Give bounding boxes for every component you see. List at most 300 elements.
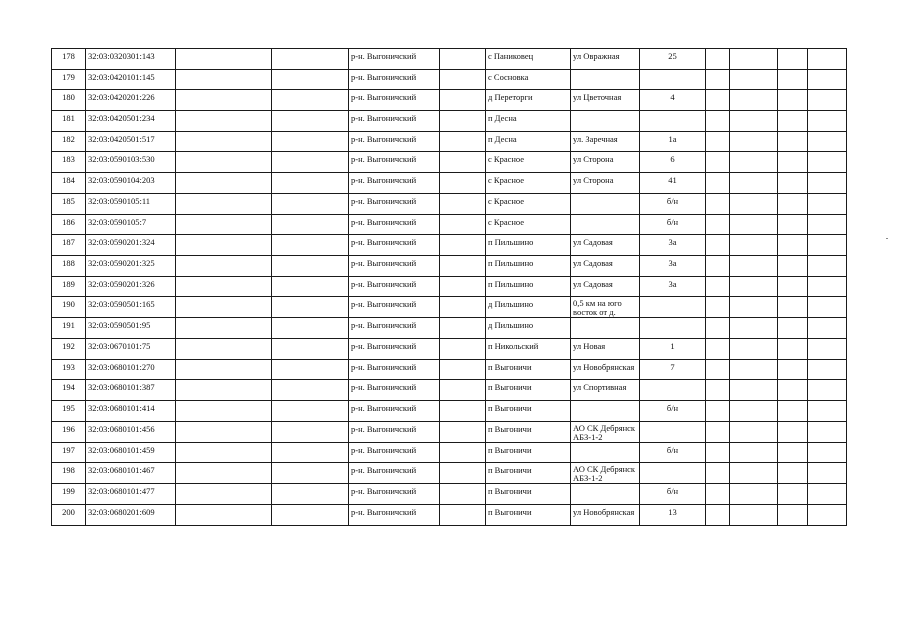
empty-cell <box>706 255 730 276</box>
settlement-cell: п Десна <box>486 111 571 132</box>
row-number: 181 <box>52 111 86 132</box>
table-row <box>52 235 847 256</box>
empty-cell <box>272 235 349 256</box>
cadastral-number: 32:03:0680101:414 <box>86 401 176 422</box>
empty-cell <box>176 69 272 90</box>
table-row <box>52 131 847 152</box>
empty-cell <box>778 152 808 173</box>
settlement-cell: с Сосновка <box>486 69 571 90</box>
settlement-cell: с Красное <box>486 214 571 235</box>
table-row <box>52 276 847 297</box>
district-cell: р-н. Выгоничский <box>349 49 440 70</box>
empty-cell <box>808 235 847 256</box>
row-number: 178 <box>52 49 86 70</box>
empty-cell <box>176 505 272 526</box>
empty-cell <box>730 193 778 214</box>
settlement-cell: с Красное <box>486 173 571 194</box>
settlement-cell: п Выгоничи <box>486 505 571 526</box>
empty-cell <box>176 297 272 318</box>
empty-cell <box>440 152 486 173</box>
empty-cell <box>730 359 778 380</box>
empty-cell <box>706 90 730 111</box>
house-cell: б/н <box>640 214 706 235</box>
house-cell <box>640 463 706 484</box>
empty-cell <box>778 484 808 505</box>
empty-cell <box>272 318 349 339</box>
row-number: 183 <box>52 152 86 173</box>
row-number: 184 <box>52 173 86 194</box>
street-cell <box>571 442 640 463</box>
district-cell: р-н. Выгоничский <box>349 380 440 401</box>
empty-cell <box>778 442 808 463</box>
cadastral-number: 32:03:0680201:609 <box>86 505 176 526</box>
empty-cell <box>730 131 778 152</box>
house-cell: 3а <box>640 235 706 256</box>
empty-cell <box>778 401 808 422</box>
empty-cell <box>730 276 778 297</box>
settlement-cell: п Выгоничи <box>486 484 571 505</box>
empty-cell <box>176 214 272 235</box>
empty-cell <box>730 442 778 463</box>
empty-cell <box>730 338 778 359</box>
empty-cell <box>730 505 778 526</box>
street-cell: ул Садовая <box>571 276 640 297</box>
house-cell: 6 <box>640 152 706 173</box>
house-cell: б/н <box>640 401 706 422</box>
empty-cell <box>176 131 272 152</box>
empty-cell <box>730 69 778 90</box>
street-cell: 0,5 км на юго восток от д. <box>571 297 640 318</box>
empty-cell <box>706 442 730 463</box>
cadastral-number: 32:03:0420501:517 <box>86 131 176 152</box>
empty-cell <box>440 69 486 90</box>
empty-cell <box>440 359 486 380</box>
empty-cell <box>272 152 349 173</box>
street-cell <box>571 318 640 339</box>
settlement-cell: п Выгоничи <box>486 401 571 422</box>
empty-cell <box>706 359 730 380</box>
district-cell: р-н. Выгоничский <box>349 401 440 422</box>
cadastral-table <box>51 48 847 526</box>
empty-cell <box>778 505 808 526</box>
street-cell <box>571 193 640 214</box>
settlement-cell: п Пильшино <box>486 235 571 256</box>
settlement-cell: с Паниковец <box>486 49 571 70</box>
house-cell <box>640 380 706 401</box>
street-cell: ул Новобрянская <box>571 505 640 526</box>
table-row <box>52 152 847 173</box>
empty-cell <box>778 318 808 339</box>
row-number: 198 <box>52 463 86 484</box>
cadastral-number: 32:03:0590501:165 <box>86 297 176 318</box>
empty-cell <box>176 111 272 132</box>
street-cell <box>571 214 640 235</box>
street-cell: ул Садовая <box>571 235 640 256</box>
cadastral-number: 32:03:0680101:456 <box>86 421 176 442</box>
empty-cell <box>440 214 486 235</box>
empty-cell <box>778 49 808 70</box>
empty-cell <box>706 318 730 339</box>
empty-cell <box>440 49 486 70</box>
empty-cell <box>808 359 847 380</box>
empty-cell <box>808 173 847 194</box>
empty-cell <box>778 463 808 484</box>
house-cell: 3а <box>640 276 706 297</box>
empty-cell <box>706 235 730 256</box>
empty-cell <box>706 401 730 422</box>
cadastral-number: 32:03:0320301:143 <box>86 49 176 70</box>
cadastral-number: 32:03:0590104:203 <box>86 173 176 194</box>
settlement-cell: п Выгоничи <box>486 442 571 463</box>
empty-cell <box>778 235 808 256</box>
table-row <box>52 401 847 422</box>
empty-cell <box>808 318 847 339</box>
empty-cell <box>808 255 847 276</box>
empty-cell <box>778 380 808 401</box>
house-cell: 25 <box>640 49 706 70</box>
table-row <box>52 421 847 442</box>
street-cell: ул Новая <box>571 338 640 359</box>
empty-cell <box>730 90 778 111</box>
empty-cell <box>808 69 847 90</box>
empty-cell <box>808 484 847 505</box>
table-row <box>52 484 847 505</box>
house-cell <box>640 421 706 442</box>
empty-cell <box>730 401 778 422</box>
empty-cell <box>440 131 486 152</box>
district-cell: р-н. Выгоничский <box>349 69 440 90</box>
empty-cell <box>272 484 349 505</box>
house-cell: б/н <box>640 442 706 463</box>
empty-cell <box>730 235 778 256</box>
cadastral-number: 32:03:0680101:459 <box>86 442 176 463</box>
empty-cell <box>778 255 808 276</box>
empty-cell <box>176 235 272 256</box>
settlement-cell: п Выгоничи <box>486 380 571 401</box>
house-cell: 1а <box>640 131 706 152</box>
empty-cell <box>440 421 486 442</box>
empty-cell <box>440 276 486 297</box>
empty-cell <box>176 359 272 380</box>
empty-cell <box>778 276 808 297</box>
empty-cell <box>706 484 730 505</box>
empty-cell <box>272 193 349 214</box>
empty-cell <box>706 173 730 194</box>
district-cell: р-н. Выгоничский <box>349 173 440 194</box>
empty-cell <box>440 505 486 526</box>
empty-cell <box>706 380 730 401</box>
row-number: 197 <box>52 442 86 463</box>
house-cell <box>640 111 706 132</box>
empty-cell <box>706 49 730 70</box>
empty-cell <box>808 505 847 526</box>
street-cell: ул Овражная <box>571 49 640 70</box>
empty-cell <box>778 338 808 359</box>
district-cell: р-н. Выгоничский <box>349 484 440 505</box>
house-cell <box>640 318 706 339</box>
table-row <box>52 297 847 318</box>
empty-cell <box>730 318 778 339</box>
empty-cell <box>440 484 486 505</box>
empty-cell <box>706 111 730 132</box>
street-cell: АО СК Дебрянск АБЗ-1-2 <box>571 421 640 442</box>
empty-cell <box>272 173 349 194</box>
settlement-cell: п Пильшино <box>486 255 571 276</box>
empty-cell <box>706 214 730 235</box>
empty-cell <box>440 111 486 132</box>
empty-cell <box>706 421 730 442</box>
empty-cell <box>440 463 486 484</box>
empty-cell <box>272 442 349 463</box>
street-cell: ул Сторона <box>571 152 640 173</box>
empty-cell <box>778 193 808 214</box>
empty-cell <box>706 297 730 318</box>
empty-cell <box>778 421 808 442</box>
empty-cell <box>778 173 808 194</box>
empty-cell <box>272 401 349 422</box>
row-number: 200 <box>52 505 86 526</box>
empty-cell <box>778 359 808 380</box>
house-cell: 13 <box>640 505 706 526</box>
empty-cell <box>176 90 272 111</box>
settlement-cell: д Пильшино <box>486 318 571 339</box>
settlement-cell: п Десна <box>486 131 571 152</box>
empty-cell <box>706 463 730 484</box>
empty-cell <box>272 338 349 359</box>
empty-cell <box>272 49 349 70</box>
empty-cell <box>808 214 847 235</box>
empty-cell <box>808 90 847 111</box>
table-row <box>52 69 847 90</box>
district-cell: р-н. Выгоничский <box>349 421 440 442</box>
district-cell: р-н. Выгоничский <box>349 235 440 256</box>
empty-cell <box>808 421 847 442</box>
district-cell: р-н. Выгоничский <box>349 255 440 276</box>
house-cell: б/н <box>640 484 706 505</box>
empty-cell <box>176 338 272 359</box>
empty-cell <box>808 463 847 484</box>
empty-cell <box>176 276 272 297</box>
cadastral-number: 32:03:0590201:326 <box>86 276 176 297</box>
cadastral-number: 32:03:0680101:477 <box>86 484 176 505</box>
house-cell: 41 <box>640 173 706 194</box>
house-cell: 7 <box>640 359 706 380</box>
empty-cell <box>176 380 272 401</box>
row-number: 193 <box>52 359 86 380</box>
settlement-cell: с Красное <box>486 152 571 173</box>
cadastral-number: 32:03:0420201:226 <box>86 90 176 111</box>
district-cell: р-н. Выгоничский <box>349 131 440 152</box>
house-cell: 3а <box>640 255 706 276</box>
empty-cell <box>272 463 349 484</box>
district-cell: р-н. Выгоничский <box>349 276 440 297</box>
empty-cell <box>176 193 272 214</box>
empty-cell <box>176 421 272 442</box>
empty-cell <box>440 401 486 422</box>
cadastral-number: 32:03:0670101:75 <box>86 338 176 359</box>
cadastral-number: 32:03:0680101:467 <box>86 463 176 484</box>
empty-cell <box>778 111 808 132</box>
empty-cell <box>272 131 349 152</box>
empty-cell <box>778 90 808 111</box>
district-cell: р-н. Выгоничский <box>349 359 440 380</box>
table-row <box>52 338 847 359</box>
empty-cell <box>730 111 778 132</box>
street-cell: ул Садовая <box>571 255 640 276</box>
table-row <box>52 49 847 70</box>
district-cell: р-н. Выгоничский <box>349 463 440 484</box>
row-number: 180 <box>52 90 86 111</box>
empty-cell <box>440 338 486 359</box>
district-cell: р-н. Выгоничский <box>349 442 440 463</box>
street-cell <box>571 401 640 422</box>
table-row <box>52 380 847 401</box>
empty-cell <box>176 152 272 173</box>
empty-cell <box>730 484 778 505</box>
empty-cell <box>440 193 486 214</box>
house-cell <box>640 69 706 90</box>
cadastral-number: 32:03:0590105:7 <box>86 214 176 235</box>
cadastral-number: 32:03:0590103:530 <box>86 152 176 173</box>
row-number: 196 <box>52 421 86 442</box>
settlement-cell: п Никольский <box>486 338 571 359</box>
table-row <box>52 193 847 214</box>
empty-cell <box>730 49 778 70</box>
row-number: 192 <box>52 338 86 359</box>
district-cell: р-н. Выгоничский <box>349 505 440 526</box>
empty-cell <box>272 380 349 401</box>
empty-cell <box>730 173 778 194</box>
empty-cell <box>176 463 272 484</box>
table-row <box>52 359 847 380</box>
empty-cell <box>272 255 349 276</box>
cadastral-number: 32:03:0420101:145 <box>86 69 176 90</box>
street-cell: ул Новобрянская <box>571 359 640 380</box>
empty-cell <box>778 131 808 152</box>
empty-cell <box>272 90 349 111</box>
empty-cell <box>808 401 847 422</box>
row-number: 179 <box>52 69 86 90</box>
empty-cell <box>730 255 778 276</box>
empty-cell <box>778 69 808 90</box>
empty-cell <box>440 380 486 401</box>
empty-cell <box>176 173 272 194</box>
empty-cell <box>808 442 847 463</box>
empty-cell <box>440 90 486 111</box>
empty-cell <box>808 380 847 401</box>
cadastral-number: 32:03:0420501:234 <box>86 111 176 132</box>
empty-cell <box>272 111 349 132</box>
table-row <box>52 463 847 484</box>
empty-cell <box>808 193 847 214</box>
house-cell: 1 <box>640 338 706 359</box>
table-row <box>52 442 847 463</box>
empty-cell <box>808 338 847 359</box>
table-body <box>52 49 847 526</box>
empty-cell <box>730 297 778 318</box>
street-cell <box>571 484 640 505</box>
street-cell: АО СК Дебрянск АБЗ-1-2 <box>571 463 640 484</box>
empty-cell <box>272 297 349 318</box>
empty-cell <box>706 131 730 152</box>
row-number: 191 <box>52 318 86 339</box>
cadastral-number: 32:03:0590501:95 <box>86 318 176 339</box>
district-cell: р-н. Выгоничский <box>349 152 440 173</box>
empty-cell <box>808 152 847 173</box>
empty-cell <box>272 421 349 442</box>
table-row <box>52 173 847 194</box>
district-cell: р-н. Выгоничский <box>349 297 440 318</box>
empty-cell <box>440 255 486 276</box>
settlement-cell: п Выгоничи <box>486 359 571 380</box>
empty-cell <box>176 49 272 70</box>
empty-cell <box>176 442 272 463</box>
district-cell: р-н. Выгоничский <box>349 318 440 339</box>
house-cell <box>640 297 706 318</box>
empty-cell <box>272 214 349 235</box>
empty-cell <box>706 338 730 359</box>
row-number: 187 <box>52 235 86 256</box>
house-cell: б/н <box>640 193 706 214</box>
district-cell: р-н. Выгоничский <box>349 214 440 235</box>
settlement-cell: п Выгоничи <box>486 463 571 484</box>
empty-cell <box>176 484 272 505</box>
empty-cell <box>440 173 486 194</box>
row-number: 188 <box>52 255 86 276</box>
row-number: 199 <box>52 484 86 505</box>
row-number: 190 <box>52 297 86 318</box>
table-row <box>52 505 847 526</box>
cadastral-number: 32:03:0590201:325 <box>86 255 176 276</box>
table-row <box>52 111 847 132</box>
row-number: 185 <box>52 193 86 214</box>
empty-cell <box>272 359 349 380</box>
district-cell: р-н. Выгоничский <box>349 338 440 359</box>
empty-cell <box>272 505 349 526</box>
cadastral-number: 32:03:0590105:11 <box>86 193 176 214</box>
empty-cell <box>808 131 847 152</box>
table-row <box>52 90 847 111</box>
empty-cell <box>706 505 730 526</box>
empty-cell <box>778 297 808 318</box>
empty-cell <box>730 152 778 173</box>
settlement-cell: п Выгоничи <box>486 421 571 442</box>
empty-cell <box>730 463 778 484</box>
empty-cell <box>706 193 730 214</box>
empty-cell <box>176 401 272 422</box>
empty-cell <box>176 255 272 276</box>
street-cell: ул Сторона <box>571 173 640 194</box>
empty-cell <box>272 276 349 297</box>
empty-cell <box>730 380 778 401</box>
row-number: 182 <box>52 131 86 152</box>
empty-cell <box>706 276 730 297</box>
settlement-cell: д Переторги <box>486 90 571 111</box>
settlement-cell: с Красное <box>486 193 571 214</box>
cadastral-number: 32:03:0590201:324 <box>86 235 176 256</box>
empty-cell <box>176 318 272 339</box>
empty-cell <box>440 318 486 339</box>
settlement-cell: д Пильшино <box>486 297 571 318</box>
empty-cell <box>808 111 847 132</box>
empty-cell <box>730 421 778 442</box>
empty-cell <box>706 69 730 90</box>
empty-cell <box>808 297 847 318</box>
street-cell: ул Спортивная <box>571 380 640 401</box>
row-number: 195 <box>52 401 86 422</box>
street-cell <box>571 111 640 132</box>
scan-mark <box>886 238 888 239</box>
